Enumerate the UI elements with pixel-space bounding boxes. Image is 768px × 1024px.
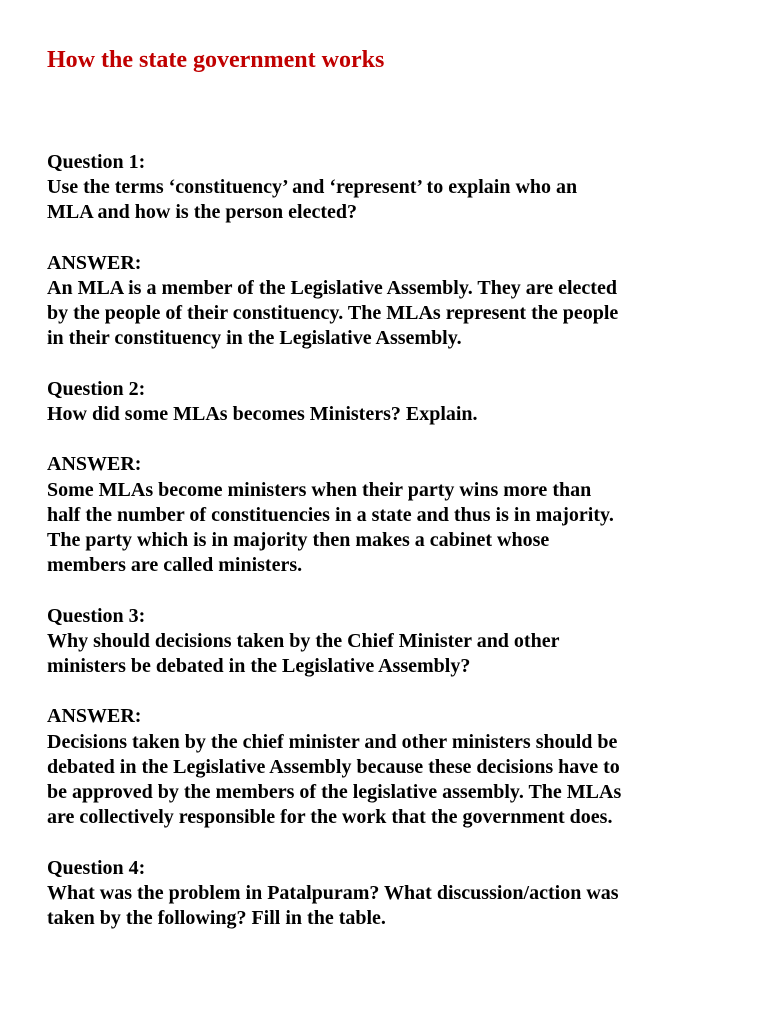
question-2 xyxy=(47,377,737,427)
qa-content xyxy=(47,150,737,956)
answer-text-line: half the number of constituencies in a state and thus is in majority. xyxy=(47,503,614,526)
answer-text-line: An MLA is a member of the Legislative Assembly. They are elected xyxy=(47,277,617,299)
answer-3 xyxy=(47,704,737,830)
answer-text-line: Some MLAs become ministers when their party wins more than xyxy=(47,478,592,501)
question-text-line: Why should decisions taken by the Chief Minister and other xyxy=(47,629,560,652)
question-label: Question 2: xyxy=(47,377,146,400)
question-text-line: Use the terms ‘constituency’ and ‘represent’ to explain who an xyxy=(47,176,578,199)
question-text-line: What was the problem in Patalpuram? What discussion/action was xyxy=(47,881,619,904)
answer-2 xyxy=(47,452,737,578)
answer-text-line: The party which is in majority then makes a cabinet whose xyxy=(47,529,550,551)
answer-text-line: in their constituency in the Legislative Assembly. xyxy=(47,327,462,350)
answer-text-line: members are called ministers. xyxy=(47,554,303,577)
answer-1 xyxy=(47,251,737,352)
answer-label: ANSWER: xyxy=(47,705,142,728)
question-3 xyxy=(47,604,737,680)
question-text-line: taken by the following? Fill in the table. xyxy=(47,907,386,929)
question-text-line: How did some MLAs becomes Ministers? Explain. xyxy=(47,403,478,425)
question-label: Question 3: xyxy=(47,604,146,627)
answer-text-line: debated in the Legislative Assembly because these decisions have to xyxy=(47,755,620,778)
page-title: How the state government works xyxy=(47,47,385,73)
answer-text-line: by the people of their constituency. The MLAs represent the people xyxy=(47,302,619,325)
answer-text-line: Decisions taken by the chief minister and other ministers should be xyxy=(47,730,618,753)
question-text-line: ministers be debated in the Legislative Assembly? xyxy=(47,655,471,677)
answer-text-line: are collectively responsible for the work that the government does. xyxy=(47,806,613,829)
question-label: Question 1: xyxy=(47,151,146,173)
question-4 xyxy=(47,856,737,932)
question-1 xyxy=(47,150,737,226)
answer-label: ANSWER: xyxy=(47,251,142,274)
answer-label: ANSWER: xyxy=(47,453,142,476)
question-text-line: MLA and how is the person elected? xyxy=(47,201,357,224)
question-label: Question 4: xyxy=(47,856,146,879)
answer-text-line: be approved by the members of the legislative assembly. The MLAs xyxy=(47,781,622,803)
